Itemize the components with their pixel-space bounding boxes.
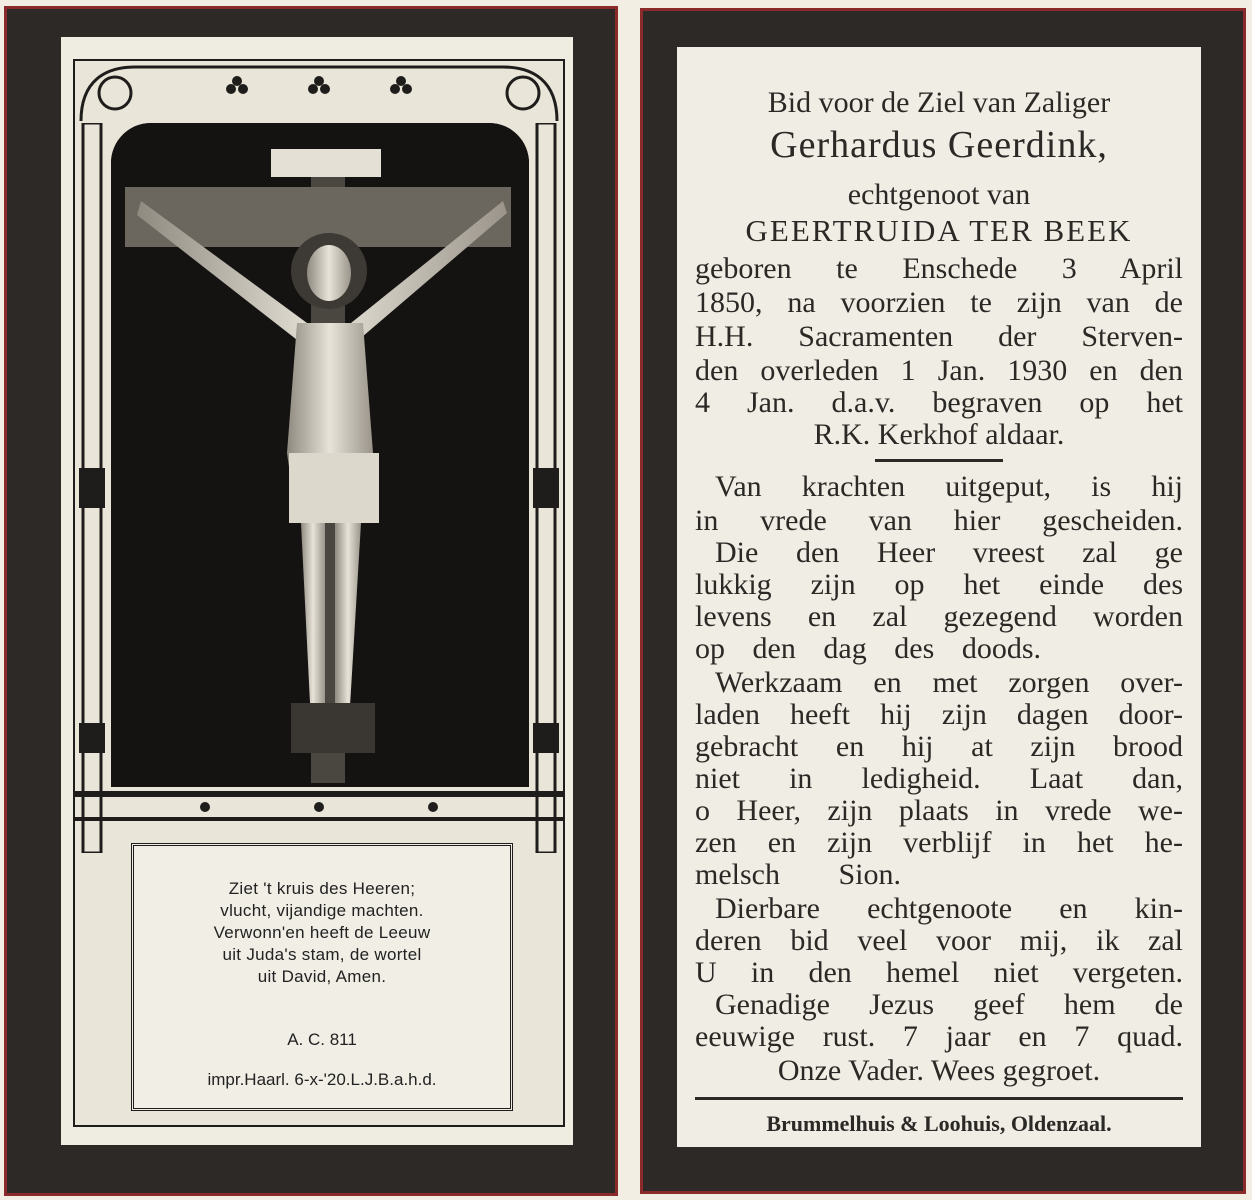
- left-pillar: [77, 123, 107, 853]
- verse-line: lukkig zijn op het einde des: [695, 568, 1183, 601]
- verse-line: o Heer, zijn plaats in vrede we-: [695, 794, 1183, 827]
- verse-text: [134, 878, 510, 988]
- verse-line: Dierbare echtgenoote en kin-: [715, 892, 1183, 925]
- approval-code: A. C. 811: [287, 1030, 357, 1049]
- verse-line: Werkzaam en met zorgen over-: [715, 666, 1183, 699]
- crucifix-icon: [111, 123, 529, 787]
- verse-line: levens en zal gezegend worden: [695, 600, 1183, 633]
- verse-line: Ziet 't kruis des Heeren;: [228, 879, 416, 898]
- verse-line: in vrede van hier gescheiden.: [695, 504, 1183, 537]
- verse-line: laden heeft hij zijn dagen door-: [695, 698, 1183, 731]
- prayer-card-front: [4, 6, 618, 1196]
- bio-line: H.H. Sacramenten der Sterven-: [695, 320, 1183, 353]
- prayer-card-back: [640, 8, 1246, 1194]
- verse-line: Van krachten uitgeput, is hij: [715, 470, 1183, 503]
- verse-line: Verwonn'en heeft de Leeuw: [213, 923, 431, 942]
- printer-credit: Brummelhuis & Loohuis, Oldenzaal.: [766, 1111, 1112, 1136]
- verse-line: deren bid veel voor mij, ik zal: [695, 924, 1183, 957]
- verse-line: zen en zijn verblijf in het he-: [695, 826, 1183, 859]
- prayer-line: Onze Vader. Wees gegroet.: [777, 1054, 1101, 1087]
- verse-line: uit David, Amen.: [257, 967, 387, 986]
- gothic-frame: [73, 59, 565, 1127]
- verse-line: melsch Sion.: [695, 858, 901, 891]
- verse-line: Genadige Jezus geef hem de: [715, 988, 1183, 1021]
- spouse-name: GEERTRUIDA TER BEEK: [745, 213, 1133, 248]
- altar-rail: [75, 787, 563, 827]
- verse-line: niet in ledigheid. Laat dan,: [695, 762, 1183, 795]
- spouse-label: echtgenoot van: [847, 178, 1031, 211]
- card-black-border: [643, 11, 1243, 1191]
- card-black-border: [7, 9, 615, 1193]
- verse-line: uit Juda's stam, de wortel: [222, 945, 422, 964]
- verse-panel: [131, 843, 513, 1111]
- bio-line: R.K. Kerkhof aldaar.: [813, 418, 1065, 451]
- scroll-ornament: [75, 61, 563, 125]
- divider: [875, 459, 1003, 462]
- bio-line: geboren te Enschede 3 April: [695, 252, 1183, 285]
- verse-line: gebracht en hij at zijn brood: [695, 730, 1183, 763]
- rule: [695, 1097, 1183, 1100]
- card-front-panel: [61, 37, 573, 1145]
- indulgence-line: eeuwige rust. 7 jaar en 7 quad.: [695, 1020, 1183, 1053]
- verse-line: Die den Heer vreest zal ge: [715, 536, 1183, 569]
- memorial-text-panel: [677, 47, 1201, 1147]
- imprint-line: impr.Haarl. 6-x-'20.L.J.B.a.h.d.: [207, 1070, 437, 1089]
- verse-line: vlucht, vijandige machten.: [220, 901, 424, 920]
- heading-line: Bid voor de Ziel van Zaliger: [767, 86, 1111, 119]
- verse-line: U in den hemel niet vergeten.: [695, 956, 1183, 989]
- bio-line: 1850, na voorzien te zijn van de: [695, 286, 1183, 319]
- bio-line: 4 Jan. d.a.v. begraven op het: [695, 386, 1183, 419]
- right-pillar: [531, 123, 561, 853]
- bio-line: den overleden 1 Jan. 1930 en den: [695, 354, 1183, 387]
- verse-line: op den dag des doods.: [695, 632, 1041, 665]
- crucifix-image: [111, 123, 529, 787]
- deceased-name: Gerhardus Geerdink,: [770, 124, 1108, 166]
